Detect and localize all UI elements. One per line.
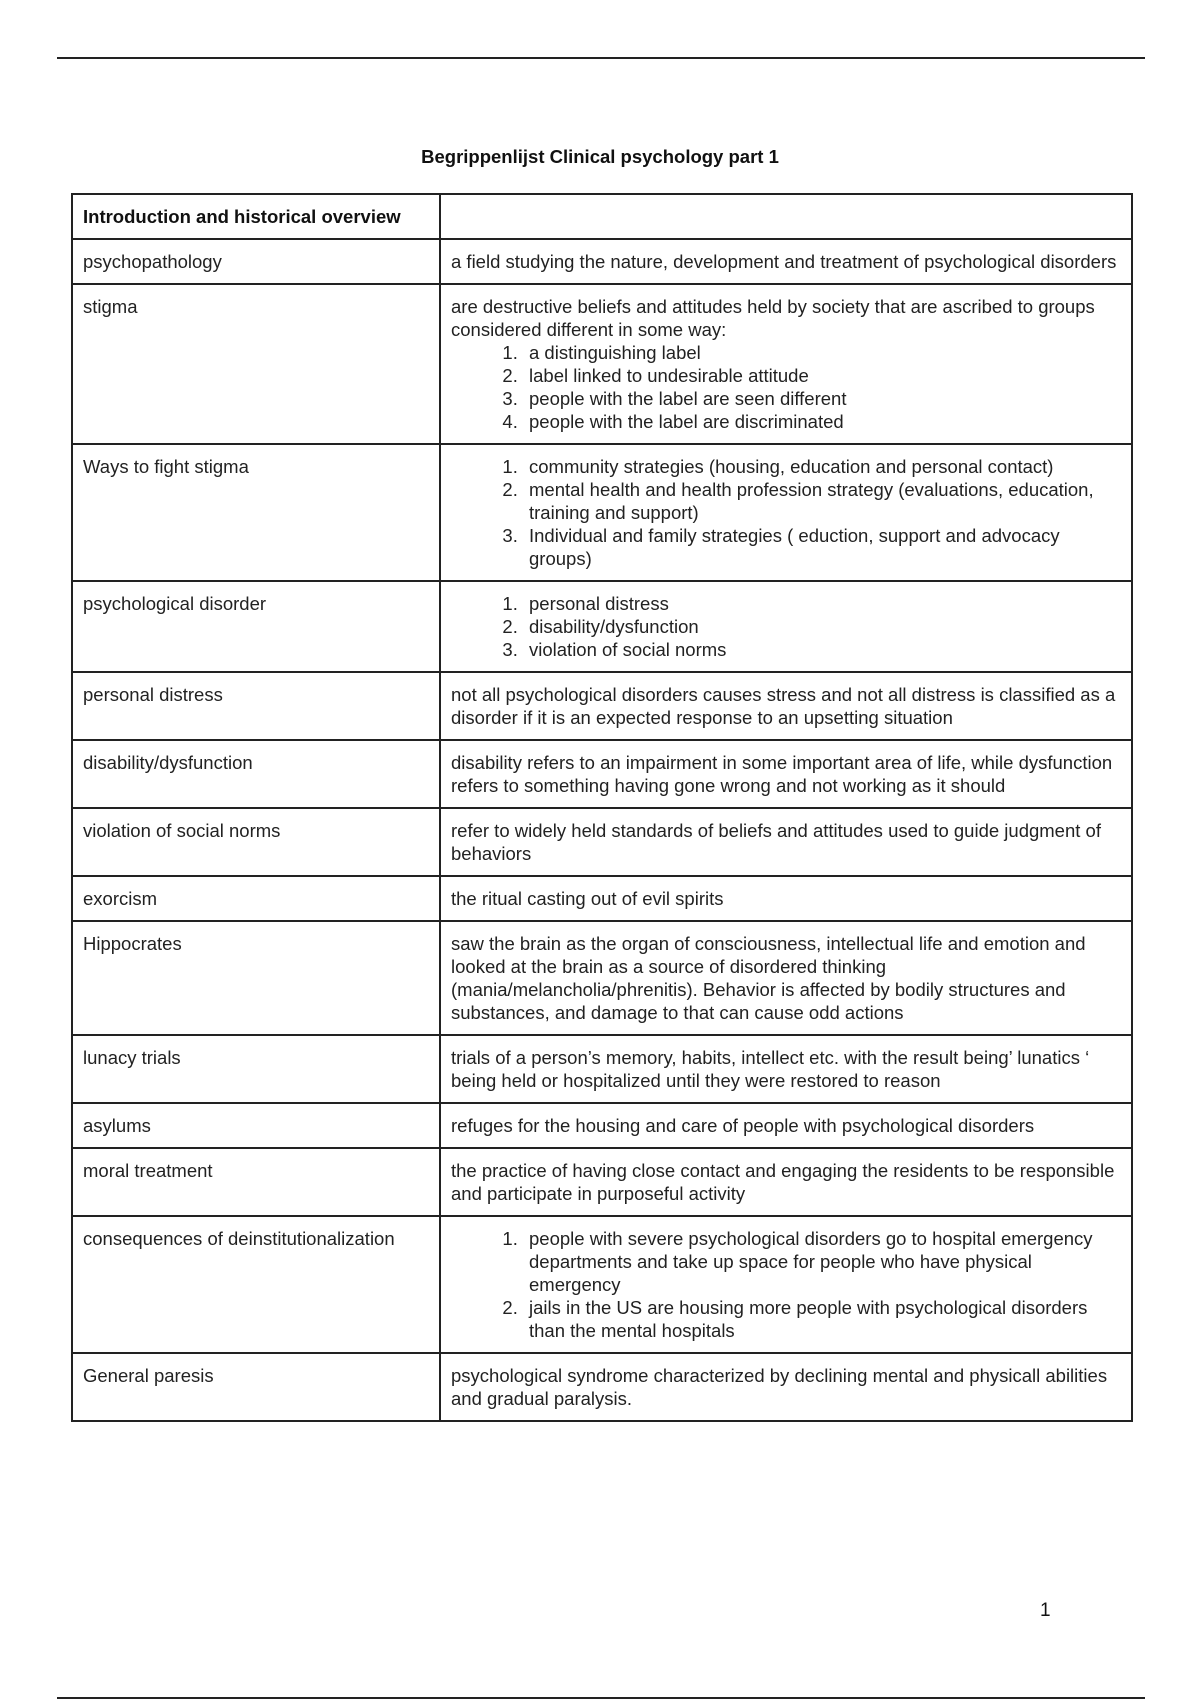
table-row	[72, 581, 1132, 672]
list-item: 1. a distinguishing label	[523, 341, 1121, 364]
table-row	[72, 444, 1132, 581]
term-cell: stigma	[72, 284, 440, 444]
table-row	[72, 284, 1132, 444]
term-cell: lunacy trials	[72, 1035, 440, 1103]
footer-rule	[57, 1697, 1145, 1699]
list-item: 2. label linked to undesirable attitude	[523, 364, 1121, 387]
document-title: Begrippenlijst Clinical psychology part 1	[421, 146, 779, 167]
table-header-row	[72, 194, 1132, 239]
numbered-list	[451, 592, 1121, 661]
definition-cell	[440, 284, 1132, 444]
list-item: 2. mental health and health profession strategy (evaluations, education, training and support)	[523, 478, 1121, 524]
definition-cell	[440, 581, 1132, 672]
list-item: 1. community strategies (housing, education and personal contact)	[523, 455, 1121, 478]
term-cell: disability/dysfunction	[72, 740, 440, 808]
glossary-table	[71, 193, 1133, 1422]
definition-cell: not all psychological disorders causes stress and not all distress is classified as a disorder if it is an expected response to an upsetting situation	[440, 672, 1132, 740]
numbered-list	[451, 455, 1121, 570]
list-item: 4. people with the label are discriminated	[523, 410, 1121, 433]
table-row	[72, 921, 1132, 1035]
table-row	[72, 1353, 1132, 1421]
list-item: 2. disability/dysfunction	[523, 615, 1121, 638]
definition-cell: trials of a person’s memory, habits, intellect etc. with the result being’ lunatics ‘ being held or hospitalized until they were restored to reason	[440, 1035, 1132, 1103]
term-cell: exorcism	[72, 876, 440, 921]
term-cell: Hippocrates	[72, 921, 440, 1035]
definition-cell: a field studying the nature, development and treatment of psychological disorders	[440, 239, 1132, 284]
definition-cell: saw the brain as the organ of consciousness, intellectual life and emotion and looked at the brain as a source of disordered thinking (mania/melancholia/phrenitis). Behavior is affected by bodily structures and substances, and damage to that can cause odd actions	[440, 921, 1132, 1035]
definition-cell: psychological syndrome characterized by declining mental and physicall abilities and gradual paralysis.	[440, 1353, 1132, 1421]
definition-cell: disability refers to an impairment in some important area of life, while dysfunction refers to something having gone wrong and not working as it should	[440, 740, 1132, 808]
list-item: 3. violation of social norms	[523, 638, 1121, 661]
definition-cell	[440, 444, 1132, 581]
table-row	[72, 1103, 1132, 1148]
list-item: 2. jails in the US are housing more people with psychological disorders than the mental hospitals	[523, 1296, 1121, 1342]
term-cell: personal distress	[72, 672, 440, 740]
definition-cell: the ritual casting out of evil spirits	[440, 876, 1132, 921]
definition-cell: refuges for the housing and care of people with psychological disorders	[440, 1103, 1132, 1148]
list-item: 3. people with the label are seen different	[523, 387, 1121, 410]
table-row	[72, 239, 1132, 284]
definition-cell	[440, 1216, 1132, 1353]
page-number: 1	[1040, 1600, 1051, 1621]
table-row	[72, 672, 1132, 740]
list-item: 3. Individual and family strategies ( eduction, support and advocacy groups)	[523, 524, 1121, 570]
numbered-list	[451, 1227, 1121, 1342]
definition-text: are destructive beliefs and attitudes held by society that are ascribed to groups considered different in some way:	[451, 296, 1095, 340]
numbered-list	[451, 341, 1121, 433]
table-row	[72, 876, 1132, 921]
table-row	[72, 808, 1132, 876]
table-row	[72, 1216, 1132, 1353]
section-heading: Introduction and historical overview	[72, 194, 440, 239]
term-cell: Ways to fight stigma	[72, 444, 440, 581]
term-cell: consequences of deinstitutionalization	[72, 1216, 440, 1353]
term-cell: General paresis	[72, 1353, 440, 1421]
term-cell: violation of social norms	[72, 808, 440, 876]
header-rule	[57, 57, 1145, 59]
list-item: 1. people with severe psychological disorders go to hospital emergency departments and take up space for people who have physical emergency	[523, 1227, 1121, 1296]
term-cell: psychopathology	[72, 239, 440, 284]
term-cell: moral treatment	[72, 1148, 440, 1216]
term-cell: psychological disorder	[72, 581, 440, 672]
definition-cell: refer to widely held standards of beliefs and attitudes used to guide judgment of behaviors	[440, 808, 1132, 876]
term-cell: asylums	[72, 1103, 440, 1148]
table-row	[72, 740, 1132, 808]
table-row	[72, 1035, 1132, 1103]
table-row	[72, 1148, 1132, 1216]
section-heading-definition	[440, 194, 1132, 239]
list-item: 1. personal distress	[523, 592, 1121, 615]
definition-cell: the practice of having close contact and engaging the residents to be responsible and participate in purposeful activity	[440, 1148, 1132, 1216]
